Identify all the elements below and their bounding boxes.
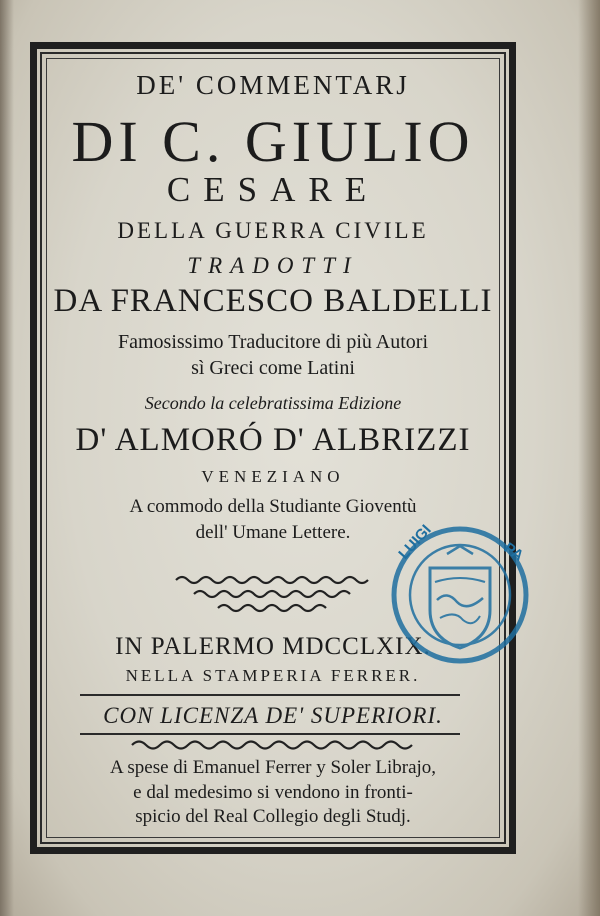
printer-ornament-bottom — [46, 737, 500, 751]
audience-line-1: A commodo della Studiante Gioventù — [129, 496, 417, 517]
stamp-text-left: LUIGI — [395, 521, 435, 563]
imprint-press: NELLA STAMPERIA FERRER. — [125, 666, 421, 685]
stamp-text-right: PA — [500, 539, 527, 565]
title-line-giulio: DI C. GIULIO — [71, 109, 475, 174]
publisher-line-3: spicio del Real Collegio degli Studj. — [135, 806, 411, 827]
translator-description-2: sì Greci come Latini — [191, 357, 355, 379]
divider-rule-upper — [80, 694, 460, 696]
license-line: CON LICENZA DE' SUPERIORI. — [103, 703, 443, 728]
edition-note: Secondo la celebratissima Edizione — [144, 393, 402, 413]
library-ownership-stamp — [385, 520, 535, 670]
translator-name: DA FRANCESCO BALDELLI — [53, 283, 493, 319]
title-line-commentarj: DE' COMMENTARJ — [136, 70, 410, 100]
editor-name: D' ALMORÓ D' ALBRIZZI — [75, 422, 471, 458]
audience-line-2: dell' Umane Lettere. — [195, 522, 351, 543]
publisher-line-2: e dal medesimo si vendono in fronti- — [133, 782, 413, 803]
fleuron-band — [128, 737, 418, 751]
publisher-line-1: A spese di Emanuel Ferrer y Soler Librajo, — [109, 757, 437, 778]
imprint-place-date: IN PALERMO MDCCLXIX. — [115, 633, 431, 660]
subtitle-tradotti: TRADOTTI — [187, 253, 359, 278]
title-line-cesare: CESARE — [166, 170, 380, 209]
page-edge-shadow-left — [0, 0, 14, 916]
translator-description-1: Famosissimo Traducitore di più Autori — [117, 331, 429, 353]
page-edge-shadow-right — [578, 0, 600, 916]
fleuron-ornament — [168, 572, 378, 616]
divider-rule-lower — [80, 733, 460, 735]
stamp-seal-icon — [385, 520, 535, 670]
subtitle-guerra-civile: DELLA GUERRA CIVILE — [117, 218, 429, 243]
editor-origin: VENEZIANO — [201, 467, 345, 486]
